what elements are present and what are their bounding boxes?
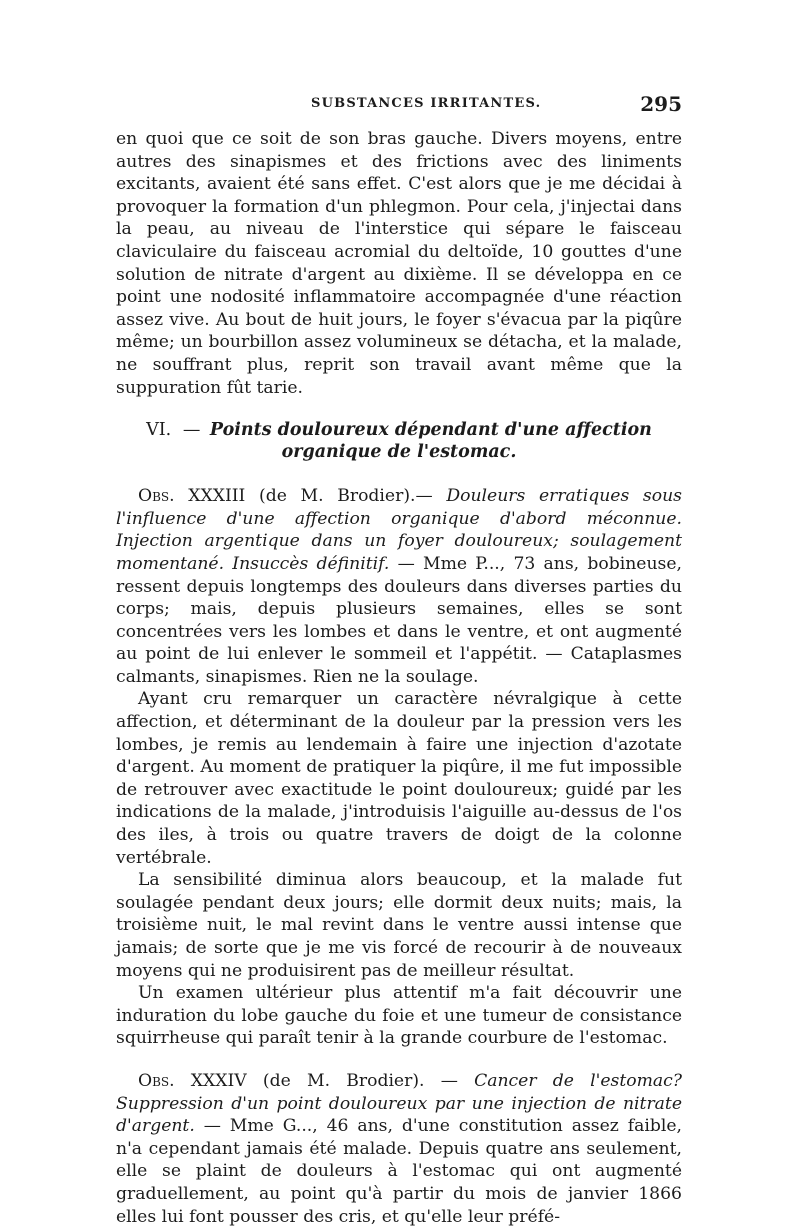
observation-33-title: Douleurs erratiques sous l'influence d'une affection organique d'abord méconnue. Injection argentique dans un foyer douloureux; soulagement momentané. Insuccès définitif.: [116, 486, 682, 574]
observation-34-author: (de M. Brodier). —: [262, 1070, 458, 1091]
observation-34-text: — Mme G..., 46 ans, d'une constitution assez faible, n'a cependant jamais été malade. Depuis quatre ans seulement, elle se plaint de douleurs à l'estomac qui ont augmenté graduellement, au point qu'à partir du mois de janvier 1866 elles lui font pousser des cris, et qu'elle leur préfé-: [116, 1116, 682, 1227]
observation-33-opening: [116, 485, 682, 688]
observation-33-text: — Mme P..., 73 ans, bobineuse, ressent depuis longtemps des douleurs dans diverses parties du corps; mais, depuis plusieurs semaines, elles se sont concentrées vers les lombes et dans le ventre, et ont augmenté au point de lui enlever le sommeil et l'appétit. — Cataplasmes calmants, sinapismes. Rien ne la soulage.: [116, 553, 682, 687]
observation-34-label: Obs. XXXIV: [138, 1070, 247, 1091]
observation-33-paragraph-3: La sensibilité diminua alors beaucoup, et la malade fut soulagée pendant deux jours; elle dormit deux nuits; mais, la troisième nuit, le mal revint dans le ventre aussi intense que jamais; de sorte que je me vis forcé de recourir à de nouveaux moyens qui ne produisirent pas de meilleur résultat.: [116, 870, 682, 981]
observation-33-paragraph-4: Un examen ultérieur plus attentif m'a fait découvrir une induration du lobe gauche du foie et une tumeur de consistance squirrheuse qui paraît tenir à la grande courbure de l'estomac.: [116, 983, 682, 1049]
observation-33-author: (de M. Brodier).—: [258, 486, 433, 507]
intro-paragraph: en quoi que ce soit de son bras gauche. Divers moyens, entre autres des sinapismes et des frictions avec des liniments excitants, avaient été sans effet. C'est alors que je me décidai à provoquer la formation d'un phlegmon. Pour cela, j'injectai dans la peau, au niveau de l'interstice qui sépare le faisceau claviculaire du faisceau acromial du deltoïde, 10 gouttes d'une solution de nitrate d'argent au dixième. Il se développa en ce point une nodosité inflammatoire accompagnée d'une réaction assez vive. Au bout de huit jours, le foyer s'évacua par la piqûre même; un bourbillon assez volumineux se détacha, et la malade, ne souffrant plus, reprit son travail avant même que la suppuration fût tarie.: [116, 129, 682, 398]
page-header: [116, 92, 682, 120]
observation-34-title: Cancer de l'estomac? Suppression d'un point douloureux par une injection de nitrate d'argent.: [116, 1070, 682, 1137]
running-head: SUBSTANCES IRRITANTES.: [311, 96, 542, 111]
page-body: [116, 128, 682, 1228]
observation-33-label: Obs. XXXIII: [138, 486, 246, 507]
observation-33-paragraph-2: Ayant cru remarquer un caractère névralgique à cette affection, et déterminant de la douleur par la pression vers les lombes, je remis au lendemain à faire une injection d'azotate d'argent. Au moment de pratiquer la piqûre, il me fut impossible de retrouver avec exactitude le point douloureux; guidé par les indications de la malade, j'introduisis l'aiguille au-dessus de l'os des iles, à trois ou quatre travers de doigt de la colonne vertébrale.: [116, 689, 682, 868]
section-title: Points douloureux dépendant d'une affection organique de l'estomac.: [209, 420, 652, 463]
observation-34-opening: [116, 1070, 682, 1228]
section-heading: [116, 419, 682, 463]
section-dash: —: [182, 420, 201, 441]
observation-separator: [116, 1050, 682, 1070]
section-number: VI.: [146, 420, 172, 441]
page-number: 295: [640, 92, 682, 116]
